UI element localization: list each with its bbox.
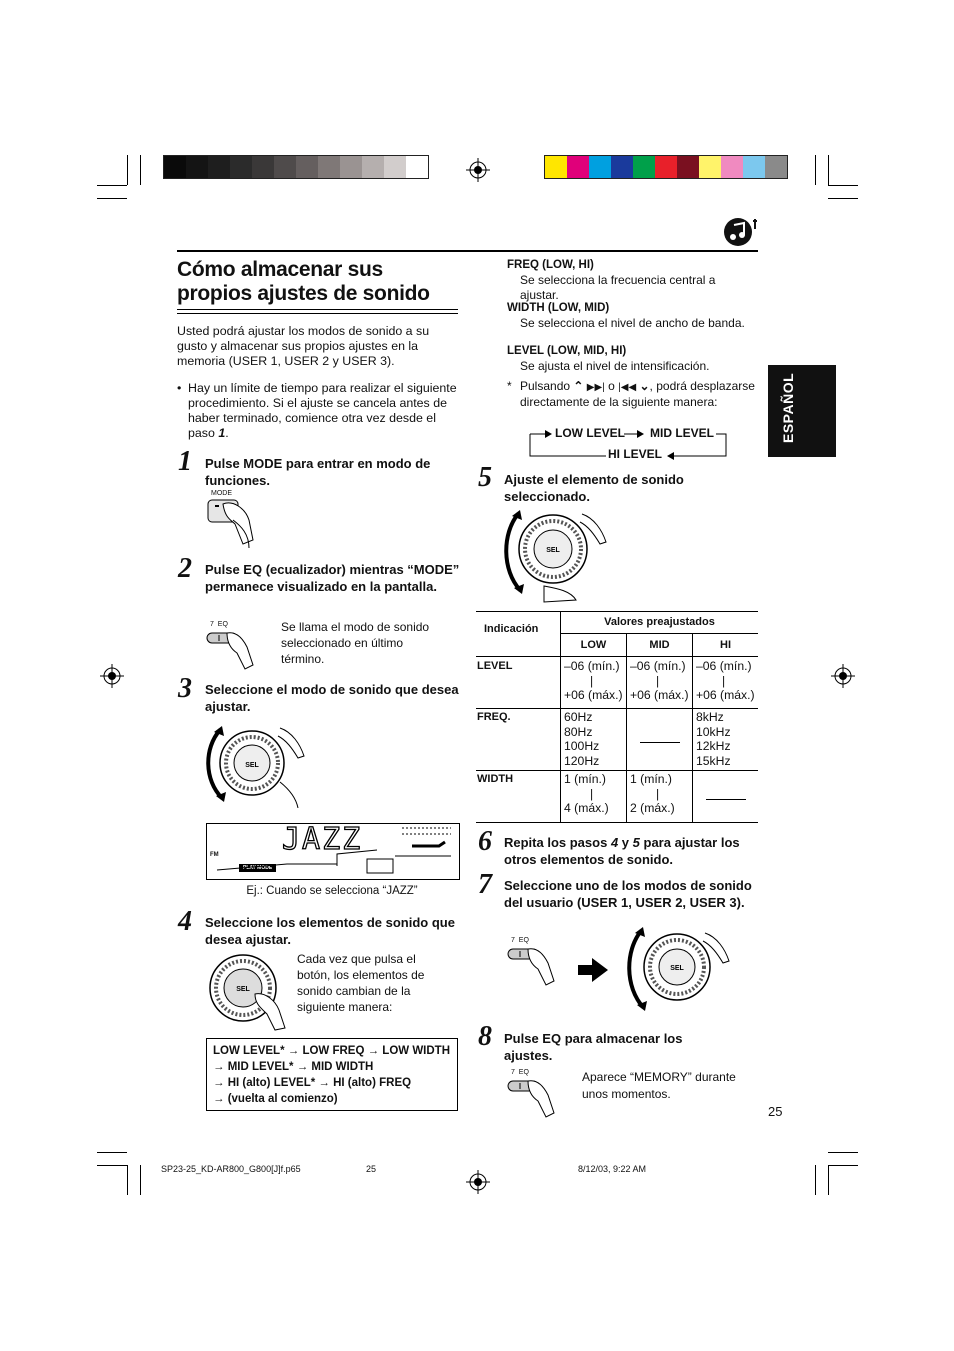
registration-target-icon: [100, 664, 124, 688]
freq-term: FREQ (LOW, HI): [507, 259, 594, 271]
width-desc: Se selecciona el nivel de ancho de banda.: [520, 316, 745, 330]
step-1-text: Pulse MODE para entrar en modo de funciones.: [205, 456, 431, 488]
step-number: 2: [178, 553, 192, 584]
col-header-hi: HI: [693, 634, 759, 657]
sound-element-sequence: [206, 1038, 458, 1111]
color-swatch: [611, 156, 633, 178]
color-swatch: [545, 156, 567, 178]
step-ref: 5: [632, 835, 640, 850]
cell-line: |: [590, 673, 594, 688]
step-number: 1: [178, 446, 192, 477]
finger-press-icon: [506, 937, 576, 987]
crop-mark: [815, 155, 816, 185]
knob-label: SEL: [670, 965, 684, 972]
step-3-text: Seleccione el modo de sonido que desea ajustar.: [205, 682, 459, 714]
gray-color-bar: [163, 155, 429, 179]
cell-line: +06 (máx.): [564, 688, 623, 702]
eq-button[interactable]: [205, 621, 275, 671]
step-2-text: Pulse EQ (ecualizador) mientras “MODE” permanece visualizado en la pantalla.: [205, 562, 460, 594]
step-8-text: Pulse EQ para almacenar los ajustes.: [504, 1031, 683, 1063]
col-header-low: LOW: [561, 634, 627, 657]
preset-table: [476, 611, 758, 823]
mode-button-label: MODE: [211, 490, 232, 497]
eq-button[interactable]: [506, 1069, 576, 1119]
cell-line: 8kHz: [696, 710, 724, 724]
header-rule: [177, 250, 758, 252]
cell-line: +06 (máx.): [630, 688, 689, 702]
step-6-text-b: y: [621, 835, 630, 850]
cell-line: |: [656, 786, 660, 801]
crop-mark: [97, 198, 127, 199]
cell-line: 10kHz: [696, 724, 731, 739]
lcd-band-label: FM: [210, 852, 219, 858]
color-swatch: [230, 156, 252, 178]
cell-line: 80Hz: [564, 724, 593, 739]
mode-button[interactable]: [205, 490, 275, 554]
table-cell-empty: [627, 709, 693, 771]
sel-control-knob[interactable]: [625, 925, 735, 1015]
color-swatch: [362, 156, 384, 178]
color-swatch: [208, 156, 230, 178]
table-cell: [561, 657, 627, 709]
intro-text: Usted podrá ajustar los modos de sonido a su gusto y almacenar sus propios ajustes en la memoria (USER 1, USER 2 y USER 3).: [177, 324, 430, 368]
step-number: 7: [478, 869, 492, 900]
crop-mark: [828, 185, 858, 186]
freq-desc: Se selecciona la frecuencia central a ajustar.: [520, 273, 716, 302]
color-swatch: [296, 156, 318, 178]
row-label-width: WIDTH: [476, 771, 561, 823]
lcd-segments-icon: [207, 824, 459, 879]
color-swatch: [633, 156, 655, 178]
step-6-text-a: Repita los pasos: [504, 835, 608, 850]
cell-line: +06 (máx.): [696, 688, 755, 702]
finger-press-icon: [205, 621, 275, 671]
col-header-mid: MID: [627, 634, 693, 657]
language-tab: [768, 365, 836, 457]
level-cycle-diagram: [528, 424, 733, 464]
color-swatch: [252, 156, 274, 178]
step-6-text-c: para ajustar los otros elementos de sonido.: [504, 835, 740, 867]
color-swatch: [699, 156, 721, 178]
bullet-note: • Hay un límite de tiempo para realizar el siguiente procedimiento. Si el ajuste se cancela antes de haber terminado, comience otra vez desde el paso 1.: [177, 381, 457, 440]
direct-jump-note: * Pulsando ⌃ ▶▶| o |◀◀ ⌄, podrá desplazarse directamente de la siguiente manera:: [507, 379, 755, 409]
crop-mark: [828, 198, 858, 199]
cell-line: 2 (máx.): [630, 801, 675, 815]
lcd-display: [206, 823, 460, 880]
crop-mark: [828, 1165, 858, 1166]
preset-values-table: [476, 611, 758, 823]
knob-label: SEL: [245, 762, 259, 769]
cell-line: –06 (mín.): [564, 659, 620, 673]
eq-button-label: 7 EQ: [210, 621, 228, 628]
note-text: o: [608, 379, 615, 393]
color-swatch: [406, 156, 428, 178]
finger-press-icon: [506, 1069, 576, 1119]
step-number: 3: [178, 673, 192, 704]
step-number: 4: [178, 906, 192, 937]
step-7-text: Seleccione uno de los modos de sonido del usuario (USER 1, USER 2, USER 3).: [504, 878, 752, 910]
note-text: , podrá desplazarse directamente de la siguiente manera:: [520, 379, 755, 409]
display-caption: Ej.: Cuando se selecciona “JAZZ”: [246, 885, 418, 897]
step-4-note: Cada vez que pulsa el botón, los elementos de sonido cambian de la siguiente manera:: [297, 952, 425, 1014]
table-cell: [693, 709, 759, 771]
step-5-text: Ajuste el elemento de sonido seleccionado.: [504, 472, 684, 504]
cell-line: |: [656, 673, 660, 688]
cycle-hi-level: HI LEVEL: [608, 447, 663, 461]
footer-file: SP23-25_KD-AR800_G800[J]f.p65: [161, 1164, 301, 1174]
step-ref: 4: [610, 835, 619, 850]
cell-line: –06 (mín.): [630, 659, 686, 673]
step-number: 8: [478, 1021, 492, 1052]
sequence-line: → MID LEVEL* → MID WIDTH: [213, 1061, 374, 1073]
knob-label: SEL: [546, 547, 560, 554]
cell-line: |: [722, 673, 726, 688]
lcd-play-mode-badge: PLAY MODE: [239, 864, 276, 872]
cell-line: 1 (mín.): [564, 772, 606, 786]
sequence-line: → (vuelta al comienzo): [213, 1093, 338, 1105]
header-valores: Valores preajustados: [561, 611, 759, 634]
color-swatch: [164, 156, 186, 178]
eq-button-label: 7 EQ: [511, 937, 529, 944]
crop-mark: [97, 1152, 127, 1153]
color-swatch: [186, 156, 208, 178]
crop-mark: [127, 155, 128, 185]
color-swatch: [340, 156, 362, 178]
color-swatch: [721, 156, 743, 178]
level-desc: Se ajusta el nivel de intensificación.: [520, 359, 710, 373]
crop-mark: [140, 1165, 141, 1195]
color-swatch: [743, 156, 765, 178]
cell-line: 120Hz: [564, 753, 600, 768]
eq-button-label: 7 EQ: [511, 1069, 529, 1076]
step-6-text: [504, 834, 759, 868]
crop-mark: [127, 1165, 128, 1195]
color-swatch: [677, 156, 699, 178]
level-term: LEVEL (LOW, MID, HI): [507, 345, 627, 357]
crop-mark: [97, 1165, 127, 1166]
header-indicacion: Indicación: [476, 611, 561, 657]
cell-line: |: [590, 786, 594, 801]
color-swatch: [384, 156, 406, 178]
down-arrow-icon: ⌄: [639, 379, 650, 393]
right-arrow-icon: [578, 958, 608, 982]
page-title: Cómo almacenar sus propios ajustes de sonido: [177, 258, 430, 305]
cell-line: –06 (mín.): [696, 659, 752, 673]
registration-target-icon: [831, 664, 855, 688]
row-label-freq: FREQ.: [476, 709, 561, 771]
cell-line: 15kHz: [696, 753, 731, 768]
color-swatch: [274, 156, 296, 178]
step-ref: 1: [218, 426, 226, 440]
cycle-low-level: LOW LEVEL: [555, 426, 625, 440]
registration-target-icon: [466, 1170, 490, 1194]
note-text: Pulsando: [520, 379, 571, 393]
table-cell: [561, 771, 627, 823]
step-2-note: Se llama el modo de sonido seleccionado en último término.: [281, 620, 430, 666]
eq-button[interactable]: [506, 937, 576, 987]
bullet-text: Hay un límite de tiempo para realizar el siguiente procedimiento. Si el ajuste se cancela antes de haber terminado, comience otra vez desde el paso: [188, 381, 457, 440]
color-swatch: [589, 156, 611, 178]
cell-line: 12kHz: [696, 739, 731, 753]
sel-control-knob[interactable]: [205, 950, 295, 1032]
title-rule: [177, 309, 458, 314]
step-4-text: Seleccione los elementos de sonido que desea ajustar.: [205, 915, 455, 947]
table-cell: [693, 657, 759, 709]
next-track-icon: ▶▶|: [586, 382, 605, 393]
cycle-mid-level: MID LEVEL: [650, 426, 715, 440]
prev-track-icon: |◀◀: [618, 382, 637, 393]
step-number: 5: [478, 462, 492, 493]
sel-control-knob[interactable]: [200, 718, 320, 808]
language-tab-label: ESPAÑOL: [780, 372, 796, 443]
crop-mark: [828, 1152, 858, 1153]
footer-page: 25: [366, 1164, 377, 1174]
cell-line: 1 (mín.): [630, 772, 672, 786]
crop-mark: [828, 1165, 829, 1195]
page-number: 25: [768, 1104, 783, 1119]
color-swatch: [655, 156, 677, 178]
step-number: 6: [478, 826, 492, 857]
width-term: WIDTH (LOW, MID): [507, 302, 610, 314]
up-arrow-icon: ⌃: [573, 379, 584, 393]
sequence-line: → HI (alto) LEVEL* → HI (alto) FREQ: [213, 1077, 412, 1089]
lcd-main-text: JAZZ: [282, 822, 363, 857]
crop-mark: [815, 1165, 816, 1195]
cell-line: 60Hz: [564, 710, 593, 724]
knob-label: SEL: [236, 986, 250, 993]
color-swatch: [567, 156, 589, 178]
cell-line: 4 (máx.): [564, 801, 609, 815]
process-color-bar: [544, 155, 788, 179]
crop-mark: [828, 155, 829, 185]
cell-line: 100Hz: [564, 739, 600, 753]
finger-press-icon: [205, 490, 275, 554]
crop-mark: [140, 155, 141, 185]
footer-date: 8/12/03, 9:22 AM: [578, 1164, 647, 1174]
table-cell-empty: [693, 771, 759, 823]
music-note-icon: [722, 213, 762, 247]
table-cell: [561, 709, 627, 771]
table-cell: [627, 771, 693, 823]
sequence-line: LOW LEVEL* → LOW FREQ → LOW WIDTH: [213, 1045, 451, 1057]
table-cell: [627, 657, 693, 709]
crop-mark: [97, 185, 127, 186]
sel-control-knob[interactable]: [500, 506, 620, 604]
registration-target-icon: [466, 158, 490, 182]
color-swatch: [318, 156, 340, 178]
row-label-level: LEVEL: [476, 657, 561, 709]
step-8-note: Aparece “MEMORY” durante unos momentos.: [582, 1070, 736, 1101]
color-swatch: [765, 156, 787, 178]
